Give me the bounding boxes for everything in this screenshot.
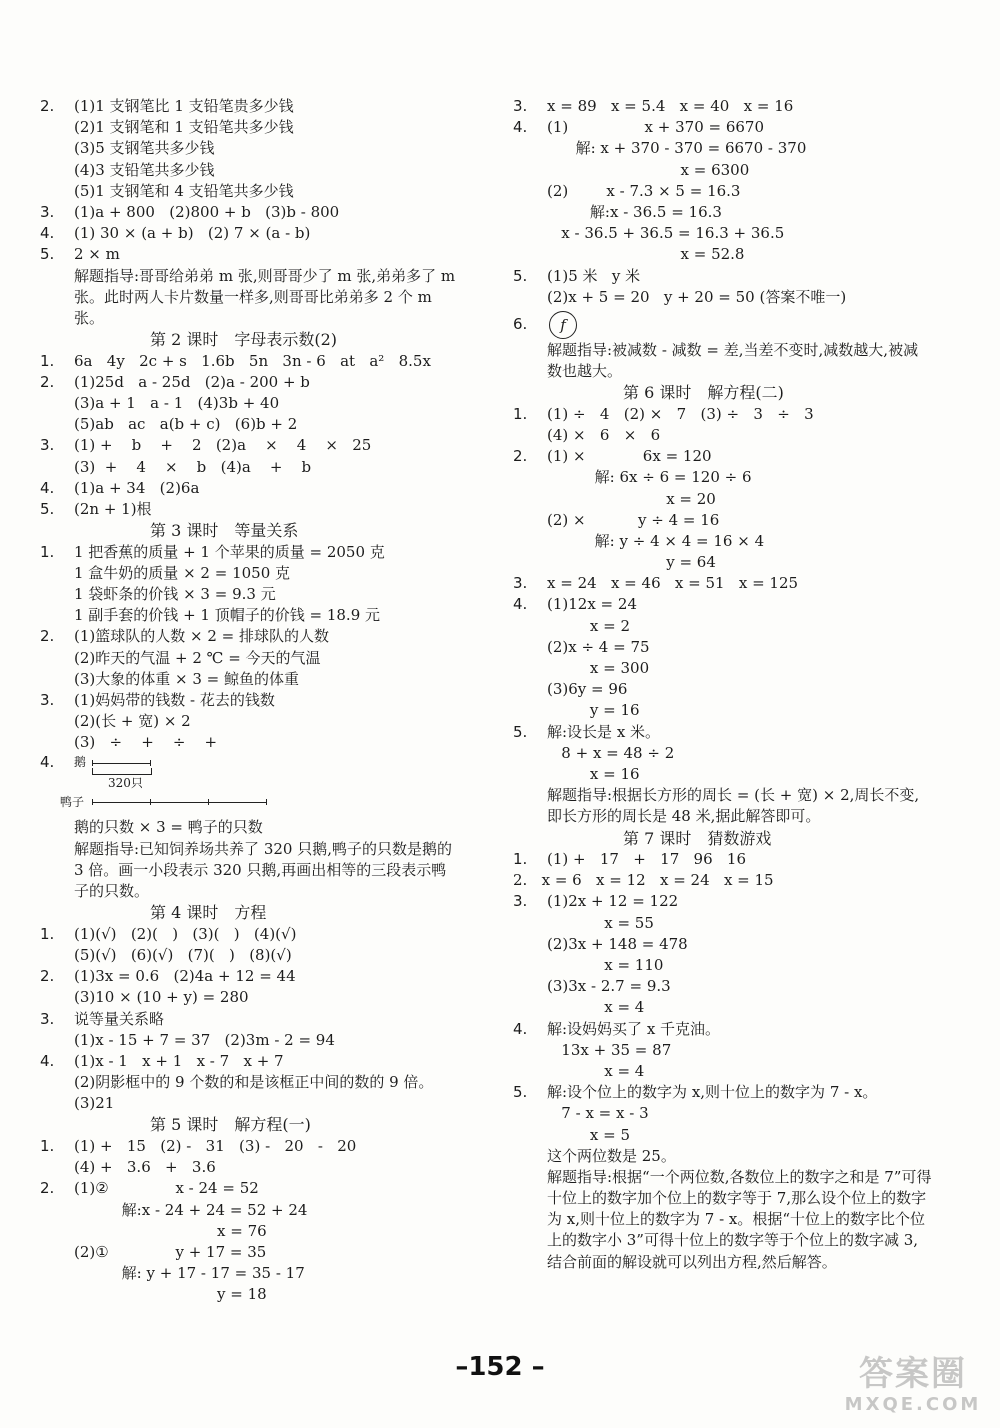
answer-text: (2)x ÷ 4 = 75 — [547, 637, 650, 656]
answer-line — [40, 584, 460, 605]
answer-text: x = 16 — [547, 764, 640, 783]
lesson-heading: 第 5 课时 解方程(一) — [150, 1115, 311, 1135]
question-number: 1. — [40, 542, 55, 561]
answer-line — [40, 393, 460, 414]
answer-line — [40, 223, 460, 244]
answer-line — [40, 711, 460, 732]
answer-text: (2)3x + 148 = 478 — [547, 934, 688, 953]
hint-paragraph: 解题指导:根据“一个两位数,各数位上的数字之和是 7”可得十位上的数字加个位上的数字等于 7,那么设个位上的数字为 x,则十位上的数字为 7 - x。根据“十位上的数字比个位上的数字小 3”可得十位上的数字等于个位上的数字减 3,结合前面的解设就可以列出方程,然后解答。 — [547, 1167, 932, 1271]
hint-paragraph: 解题指导:哥哥给弟弟 m 张,则哥哥少了 m 张,弟弟多了 m 张。此时两人卡片数量一样多,则哥哥比弟弟多 2 个 m 张。 — [74, 266, 456, 327]
hint-paragraph: 解题指导:被减数 - 减数 = 差,当差不变时,减数越大,被减数也越大。 — [547, 340, 919, 381]
answer-text: y = 16 — [547, 701, 640, 720]
answer-text: (4)3 支铅笔共多少钱 — [74, 160, 215, 179]
answer-line — [513, 510, 933, 531]
answer-text: (2) x - 7.3 × 5 = 16.3 — [547, 181, 741, 200]
answer-text: (1)x - 15 + 7 = 37 (2)3m - 2 = 94 — [74, 1030, 335, 1049]
answer-line — [40, 117, 460, 138]
answer-text: x = 4 — [547, 998, 645, 1017]
watermark-url: MXQE.COM — [844, 1394, 982, 1415]
answer-line — [513, 552, 933, 573]
answer-line: 鹅的只数 × 3 = 鸭子的只数 — [74, 818, 263, 837]
answer-line — [513, 573, 933, 594]
question-number: 3. — [40, 690, 55, 709]
watermark-title: 答案圈 — [859, 1354, 967, 1394]
hint-paragraph: 解题指导:已知饲养场共养了 320 只鹅,鸭子的只数是鹅的 3 倍。画一小段表示 320 只鹅,再画出相等的三段表示鸭子的只数。 — [74, 839, 452, 901]
answer-text: 解: x + 370 - 370 = 6670 - 370 — [547, 139, 807, 158]
answer-text: y = 64 — [547, 553, 716, 572]
answer-text: (1)12x = 24 — [547, 595, 637, 614]
answer-text: 解:设妈妈买了 x 千克油。 — [547, 1019, 721, 1038]
answer-text: y = 18 — [74, 1285, 267, 1304]
answer-line — [513, 425, 933, 446]
answer-line — [513, 160, 933, 181]
segment-tick — [92, 799, 93, 805]
question-number: 1. — [513, 850, 528, 869]
answer-text: (1)篮球队的人数 × 2 = 排球队的人数 — [74, 627, 330, 646]
answer-text: (1)25d a - 25d (2)a - 200 + b — [74, 372, 310, 391]
question-number: 2. — [40, 627, 55, 646]
answer-line — [40, 351, 460, 372]
answer-line — [513, 138, 933, 159]
page-number: –152 – — [455, 1352, 545, 1382]
answer-text: (3)3x - 2.7 = 9.3 — [547, 977, 671, 996]
answer-text: (1) + 17 + 17 96 16 — [547, 850, 747, 869]
segment-tick — [92, 760, 93, 766]
answer-text: 8 + x = 48 ÷ 2 — [547, 743, 675, 762]
answer-text: x - 36.5 + 36.5 = 16.3 + 36.5 — [547, 224, 785, 243]
answer-line — [40, 499, 460, 520]
answer-text: 7 - x = x - 3 — [547, 1104, 649, 1123]
answer-text: (1) × 6x = 120 — [547, 447, 712, 466]
answer-text: x = 4 — [547, 1061, 645, 1080]
answer-line — [40, 648, 460, 669]
answer-line — [513, 223, 933, 244]
answer-line — [513, 976, 933, 997]
answer-text: (2) × y ÷ 4 = 16 — [547, 510, 720, 529]
question-number: 4. — [513, 595, 528, 614]
answer-text: (3)10 × (10 + y) = 280 — [74, 988, 249, 1007]
answer-line — [513, 616, 933, 637]
answer-line — [40, 372, 460, 393]
answer-text: (3)21 — [74, 1094, 115, 1113]
question-number: 3. — [513, 574, 528, 593]
question-number: 4. — [40, 1051, 55, 1070]
answer-text: x = 52.8 — [547, 245, 745, 264]
question-number: 3. — [513, 97, 528, 115]
answer-text: 13x + 35 = 87 — [547, 1040, 672, 1059]
lesson-heading: 第 4 课时 方程 — [150, 903, 267, 923]
lesson-heading: 第 6 课时 解方程(二) — [623, 383, 784, 403]
answer-text: (1)妈妈带的钱数 - 花去的钱数 — [74, 690, 275, 709]
segment-tick — [208, 799, 209, 805]
answer-text: 解: 6x ÷ 6 = 120 ÷ 6 — [547, 468, 752, 487]
answer-text: (1)(√) (2)( ) (3)( ) (4)(√) — [74, 924, 297, 943]
right-column — [513, 96, 933, 1273]
answer-text: (1) x + 370 = 6670 — [547, 118, 765, 137]
answer-line — [40, 181, 460, 202]
answer-text: 解:设长是 x 米。 — [547, 722, 661, 741]
answer-text: 2 × m — [74, 245, 120, 264]
answer-line — [40, 1284, 460, 1305]
answer-line — [513, 1125, 933, 1146]
answer-text: (1)1 支钢笔比 1 支铅笔贵多少钱 — [74, 97, 294, 115]
answer-text: (5)(√) (6)(√) (7)( ) (8)(√) — [74, 945, 292, 964]
question-number: 1. — [40, 1136, 55, 1155]
answer-text: (1)a + 34 (2)6a — [74, 478, 200, 497]
answer-line — [40, 987, 460, 1008]
answer-text: 解:x - 36.5 = 16.3 — [547, 202, 722, 221]
question-number: 5. — [40, 499, 55, 518]
answer-text: (1)x - 1 x + 1 x - 7 x + 7 — [74, 1051, 284, 1070]
answer-text: 1 盒牛奶的质量 × 2 = 1050 克 — [74, 563, 291, 582]
answer-line — [40, 690, 460, 711]
answer-text: (2)x + 5 = 20 y + 20 = 50 (答案不唯一) — [547, 287, 847, 306]
answer-line — [513, 743, 933, 764]
goose-label: 鹅 — [74, 755, 87, 770]
answer-text: (1)a + 800 (2)800 + b (3)b - 800 — [74, 202, 340, 221]
count-label: 320只 — [108, 776, 143, 791]
answer-line — [40, 945, 460, 966]
answer-line — [513, 679, 933, 700]
segment-tick — [150, 799, 151, 805]
answer-text: x = 55 — [547, 913, 654, 932]
answer-line — [40, 160, 460, 181]
answer-text: x = 300 — [547, 659, 650, 678]
answer-line — [513, 1040, 933, 1061]
question-number: 2. — [513, 447, 528, 466]
answer-text: (5)ab ac a(b + c) (6)b + 2 — [74, 415, 298, 434]
answer-line — [40, 1030, 460, 1051]
answer-line — [513, 594, 933, 615]
question-number: 5. — [513, 1083, 528, 1102]
question-number: 1. — [513, 404, 528, 423]
answer-line — [40, 669, 460, 690]
answer-line — [513, 117, 933, 138]
question-number: 5. — [513, 266, 528, 285]
answer-text: x = 24 x = 46 x = 51 x = 125 — [547, 574, 799, 593]
question-number: 6. — [513, 314, 528, 333]
duck-segment — [92, 802, 266, 803]
answer-line — [513, 96, 933, 117]
answer-line — [40, 435, 460, 456]
answer-line: 这个两位数是 25。 — [547, 1146, 676, 1165]
question-number: 3. — [513, 892, 528, 911]
answer-text: (2)1 支钢笔和 1 支铅笔共多少钱 — [74, 118, 294, 137]
question-number: 4. — [40, 224, 55, 243]
watermark-logo — [838, 1354, 988, 1422]
lesson-heading: 第 2 课时 字母表示数(2) — [150, 330, 338, 350]
answer-line — [40, 966, 460, 987]
answer-text: 1 副手套的价钱 + 1 顶帽子的价钱 = 18.9 元 — [74, 606, 380, 625]
answer-line — [40, 202, 460, 223]
answer-text: 解: y ÷ 4 × 4 = 16 × 4 — [547, 531, 765, 550]
answer-line — [513, 489, 933, 510]
answer-text: (1)5 米 y 米 — [547, 266, 641, 285]
answer-line — [40, 1221, 460, 1242]
answer-line — [513, 913, 933, 934]
answer-line — [40, 1263, 460, 1284]
answer-line — [513, 1082, 933, 1103]
question-number: 4. — [40, 478, 55, 497]
segment-diagram — [40, 753, 460, 817]
answer-line — [513, 997, 933, 1018]
answer-line — [40, 542, 460, 563]
question-number: 1. — [40, 924, 55, 943]
answer-line — [40, 1051, 460, 1072]
answer-text: (2)昨天的气温 + 2 ℃ = 今天的气温 — [74, 648, 321, 667]
answer-line — [513, 244, 933, 265]
answer-text: (1) 30 × (a + b) (2) 7 × (a - b) — [74, 224, 311, 243]
answer-text: 解:设个位上的数字为 x,则十位上的数字为 7 - x。 — [547, 1083, 878, 1102]
answer-line — [40, 924, 460, 945]
answer-text: (4) × 6 × 6 — [547, 425, 661, 444]
answer-text: (3)a + 1 a - 1 (4)3b + 40 — [74, 393, 280, 412]
answer-text: 解: y + 17 - 17 = 35 - 17 — [74, 1264, 305, 1283]
answer-line — [40, 732, 460, 753]
answer-line: 2. x = 6 x = 12 x = 24 x = 15 — [513, 871, 774, 890]
hint-paragraph: 解题指导:根据长方形的周长 = (长 + 宽) × 2,周长不变,即长方形的周长是 48 米,据此解答即可。 — [547, 786, 920, 826]
answer-text: x = 5 — [547, 1125, 631, 1144]
answer-line — [513, 700, 933, 721]
answer-text: x = 2 — [547, 616, 631, 635]
answer-text: (1) + b + 2 (2)a × 4 × 25 — [74, 436, 372, 455]
answer-line — [40, 626, 460, 647]
answer-line — [40, 1157, 460, 1178]
answer-line — [513, 181, 933, 202]
answer-text: (2)① y + 17 = 35 — [74, 1242, 267, 1261]
answer-line — [513, 955, 933, 976]
question-number: 4. — [513, 118, 528, 137]
answer-line — [40, 138, 460, 159]
goose-segment — [92, 763, 150, 764]
answer-text: (5)1 支钢笔和 4 支铅笔共多少钱 — [74, 181, 294, 200]
answer-text: x = 110 — [547, 956, 664, 974]
answer-paragraph: (2)阴影框中的 9 个数的和是该框正中间的数的 9 倍。 — [74, 1073, 434, 1092]
answer-line — [40, 1178, 460, 1199]
question-number: 2. — [40, 967, 55, 986]
question-number: 4. — [513, 1019, 528, 1038]
answer-text: x = 20 — [547, 489, 716, 508]
answer-text: (1)② x - 24 = 52 — [74, 1179, 259, 1198]
answer-text: (3)大象的体重 × 3 = 鲸鱼的体重 — [74, 669, 300, 688]
answer-text: x = 76 — [74, 1221, 267, 1240]
circled-letter: f — [549, 311, 577, 339]
answer-line — [513, 722, 933, 743]
segment-tick — [266, 799, 267, 805]
answer-line — [513, 531, 933, 552]
answer-text: (2n + 1)根 — [74, 499, 152, 518]
answer-text: 6a 4y 2c + s 1.6b 5n 3n - 6 at a² 8.5x — [74, 351, 431, 370]
question-number: 2. — [40, 1179, 55, 1198]
answer-line — [513, 404, 933, 425]
answer-line — [40, 1200, 460, 1221]
answer-line — [513, 891, 933, 912]
question-number: 3. — [40, 202, 55, 221]
answer-line — [513, 1061, 933, 1082]
answer-line — [40, 244, 460, 265]
answer-line — [40, 563, 460, 584]
question-number: 3. — [40, 1009, 55, 1028]
answer-text: x = 6300 — [547, 160, 750, 179]
lesson-heading: 第 7 课时 猜数游戏 — [623, 828, 772, 848]
answer-line — [40, 414, 460, 435]
duck-label: 鸭子 — [60, 795, 85, 810]
answer-text: x = 89 x = 5.4 x = 40 x = 16 — [547, 97, 794, 115]
answer-line — [513, 287, 933, 308]
question-number: 1. — [40, 351, 55, 370]
segment-tick — [150, 760, 151, 766]
answer-line — [513, 1019, 933, 1040]
answer-line — [513, 637, 933, 658]
answer-text: (2)(长 + 宽) × 2 — [74, 712, 191, 731]
answer-text: (1) + 15 (2) - 31 (3) - 20 - 20 — [74, 1136, 357, 1155]
question-number: 2. — [40, 97, 55, 115]
answer-text: (3) + 4 × b (4)a + b — [74, 457, 312, 476]
answer-line — [513, 308, 933, 340]
answer-line — [513, 658, 933, 679]
answer-text: (3) ÷ + ÷ + — [74, 733, 218, 752]
question-number: 3. — [40, 436, 55, 455]
answer-text: (1)2x + 12 = 122 — [547, 892, 679, 911]
answer-line — [40, 1242, 460, 1263]
answer-line — [513, 202, 933, 223]
answer-line — [513, 934, 933, 955]
answer-line — [513, 764, 933, 785]
answer-line — [40, 1009, 460, 1030]
answer-text: (4) + 3.6 + 3.6 — [74, 1158, 216, 1177]
answer-line — [513, 1103, 933, 1124]
answer-text: 说等量关系略 — [74, 1009, 165, 1028]
answer-line — [40, 96, 460, 117]
answer-line — [513, 266, 933, 287]
answer-text: (3)6y = 96 — [547, 680, 628, 699]
answer-line — [513, 849, 933, 870]
answer-line — [513, 446, 933, 467]
lesson-heading: 第 3 课时 等量关系 — [150, 521, 299, 541]
question-number: 5. — [40, 245, 55, 264]
question-number: 5. — [513, 722, 528, 741]
answer-line — [40, 1136, 460, 1157]
answer-text: (3)5 支钢笔共多少钱 — [74, 139, 215, 158]
answer-text: (1)3x = 0.6 (2)4a + 12 = 44 — [74, 967, 296, 986]
answer-text: 1 把香蕉的质量 + 1 个苹果的质量 = 2050 克 — [74, 542, 385, 561]
answer-text: 解:x - 24 + 24 = 52 + 24 — [74, 1200, 308, 1219]
question-number: 2. — [40, 372, 55, 391]
answer-line — [40, 605, 460, 626]
left-column — [40, 96, 460, 1305]
answer-text: 1 袋虾条的价钱 × 3 = 9.3 元 — [74, 584, 276, 603]
answer-line — [40, 478, 460, 499]
question-number: 4. — [40, 753, 55, 772]
answer-line — [513, 467, 933, 488]
answer-line — [40, 1093, 460, 1114]
answer-text: (1) ÷ 4 (2) × 7 (3) ÷ 3 ÷ 3 — [547, 404, 814, 423]
answer-line — [40, 457, 460, 478]
